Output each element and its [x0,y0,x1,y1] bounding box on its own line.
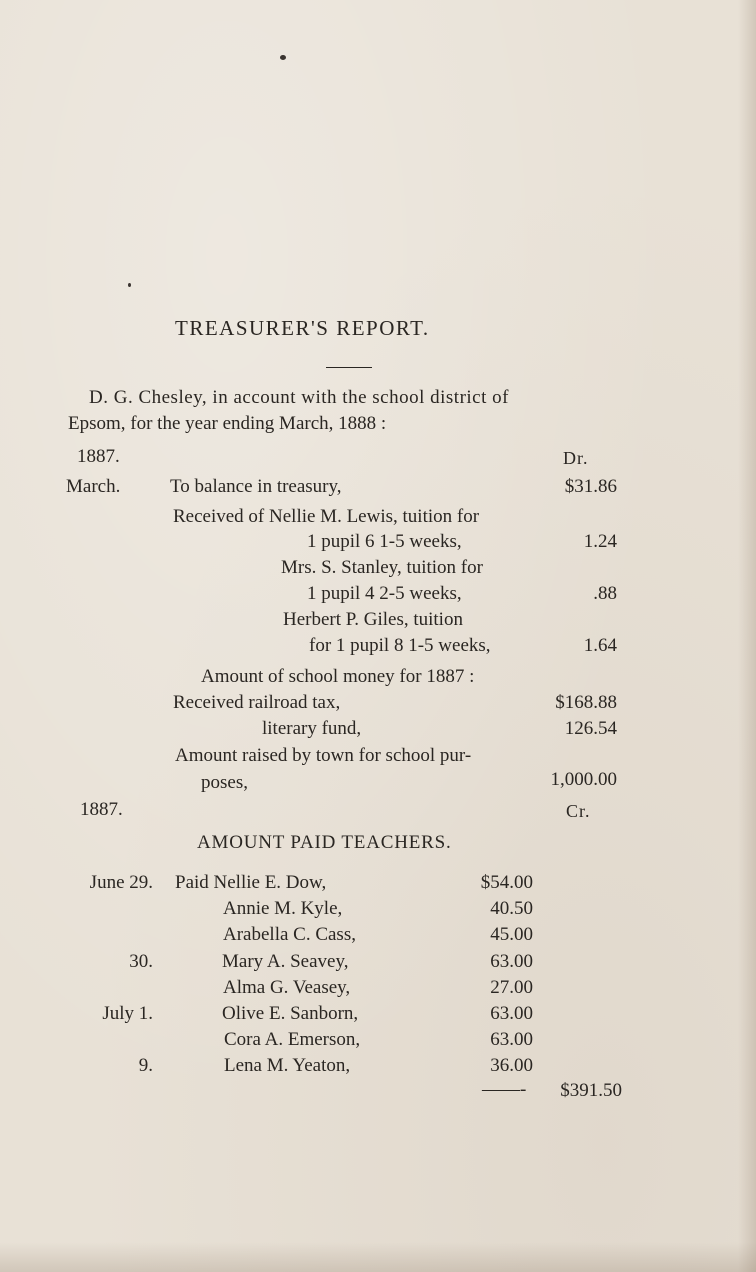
paid-teachers-heading: AMOUNT PAID TEACHERS. [197,832,452,853]
stanley-amount: .88 [593,583,617,604]
payment-name: Annie M. Kyle, [223,898,343,919]
balance-label: To balance in treasury, [170,476,342,497]
payment-name: Olive E. Sanborn, [222,1003,359,1024]
lewis-line-1: Received of Nellie M. Lewis, tuition for [173,506,480,527]
giles-amount: 1.64 [583,635,617,656]
total-dash: ——- [482,1079,527,1100]
payment-name: Cora A. Emerson, [224,1029,361,1050]
payment-date: July 1. [102,1003,153,1024]
intro-line-2: Epsom, for the year ending March, 1888 : [68,413,387,434]
payment-date: June 29. [89,872,153,893]
giles-line-2: for 1 pupil 8 1-5 weeks, [309,635,491,656]
town-line-2: poses, [201,772,248,793]
literary-label: literary fund, [262,718,362,739]
page-edge-shadow [738,0,756,1272]
title-rule [326,367,372,368]
payment-name: Mary A. Seavey, [222,951,349,972]
payment-date: 30. [129,951,153,972]
ink-speck [128,283,131,287]
payment-name: Lena M. Yeaton, [224,1055,351,1076]
payment-amount: $54.00 [480,872,533,893]
ink-speck [280,55,286,60]
credit-heading: Cr. [566,801,591,821]
payment-date: 9. [138,1055,153,1076]
railroad-amount: $168.88 [555,692,617,713]
giles-line-1: Herbert P. Giles, tuition [283,609,463,630]
payment-name: Paid Nellie E. Dow, [175,872,327,893]
town-amount: 1,000.00 [550,769,617,790]
teachers-total: $391.50 [560,1080,622,1101]
debit-heading: Dr. [563,448,589,468]
payment-amount: 63.00 [490,1003,533,1024]
town-line-1: Amount raised by town for school pur- [175,745,472,766]
payment-amount: 36.00 [490,1055,533,1076]
literary-amount: 126.54 [564,718,617,739]
debit-year: 1887. [77,446,120,467]
payment-amount: 63.00 [490,951,533,972]
railroad-label: Received railroad tax, [173,692,341,713]
credit-year: 1887. [80,799,123,820]
school-money-heading: Amount of school money for 1887 : [201,666,475,687]
page-edge-shadow-bottom [0,1242,756,1272]
lewis-amount: 1.24 [583,531,617,552]
lewis-line-2: 1 pupil 6 1-5 weeks, [307,531,462,552]
intro-line-1: D. G. Chesley, in account with the school district of [89,387,509,408]
payment-amount: 63.00 [490,1029,533,1050]
payment-name: Alma G. Veasey, [223,977,351,998]
page-title: TREASURER'S REPORT. [175,316,430,340]
stanley-line-1: Mrs. S. Stanley, tuition for [281,557,483,578]
debit-month: March. [66,476,121,497]
stanley-line-2: 1 pupil 4 2-5 weeks, [307,583,462,604]
payment-amount: 27.00 [490,977,533,998]
payment-name: Arabella C. Cass, [223,924,356,945]
payment-amount: 45.00 [490,924,533,945]
payment-amount: 40.50 [490,898,533,919]
balance-amount: $31.86 [564,476,617,497]
